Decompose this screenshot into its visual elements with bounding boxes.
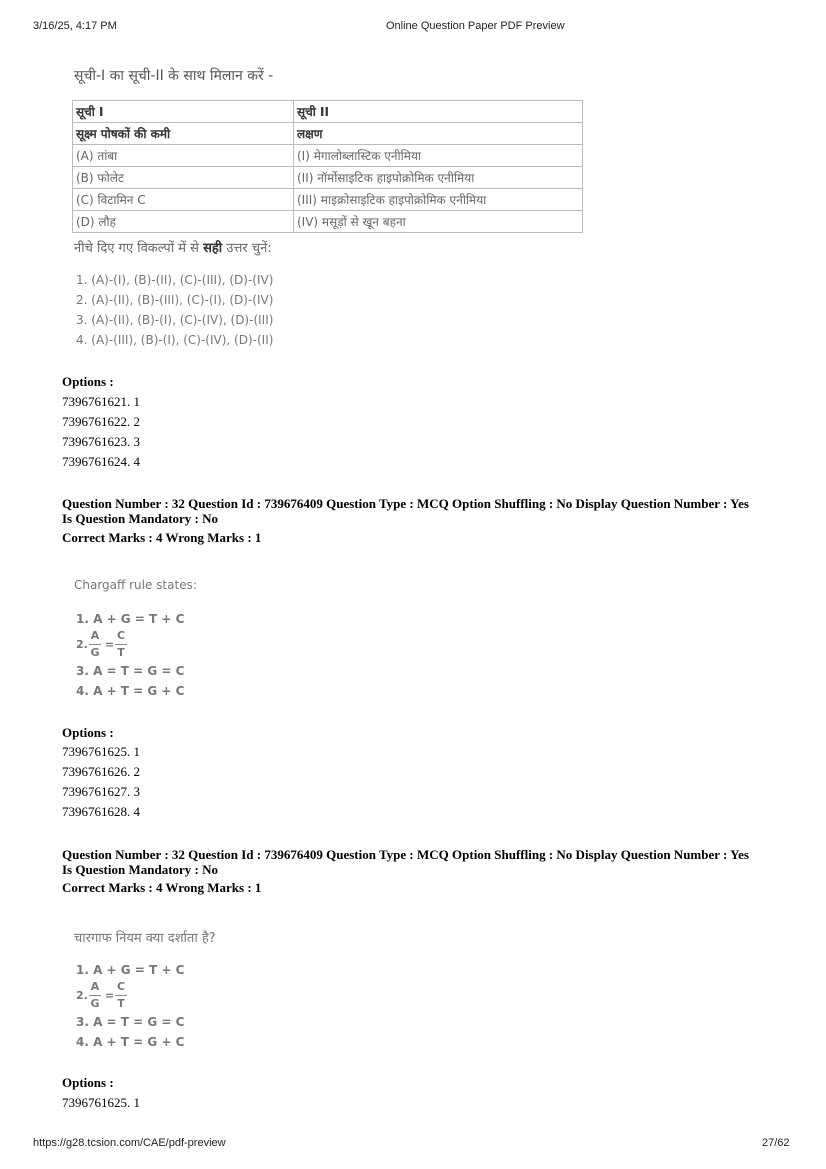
match-instruction: सूची-I का सूची-II के साथ मिलान करें - [74, 68, 274, 84]
choice-item: 1. A + G = T + C [76, 963, 185, 977]
choice-item: 2. A G = C T [76, 629, 126, 659]
choice-item: 3. A = T = G = C [76, 1015, 185, 1029]
table-row [73, 145, 583, 167]
choice-item: 4. A + T = G + C [76, 1035, 185, 1049]
print-datetime: 3/16/25, 4:17 PM [33, 20, 117, 32]
options-label: Options : [62, 725, 114, 740]
question-text: Chargaff rule states: [74, 578, 197, 592]
table-cell: सूक्ष्म पोषकों की कमी [73, 123, 294, 145]
page-url: https://g28.tcsion.com/CAE/pdf-preview [33, 1137, 226, 1149]
table-cell: (I) मेगालोब्लास्टिक एनीमिया [294, 145, 583, 167]
choice-item: 1. (A)-(I), (B)-(II), (C)-(III), (D)-(IV) [76, 273, 274, 287]
choice-item: 3. A = T = G = C [76, 664, 185, 678]
table-row [73, 101, 583, 123]
choice-item: 2. (A)-(II), (B)-(III), (C)-(I), (D)-(IV) [76, 293, 274, 307]
question-meta: Question Number : 32 Question Id : 739676409 Question Type : MCQ Option Shuffling : No Display Question Number : Yes Is Question Mandatory : No [62, 847, 749, 877]
table-row [73, 189, 583, 211]
choice-item: 3. (A)-(II), (B)-(I), (C)-(IV), (D)-(III) [76, 313, 274, 327]
table-cell: (B) फोलेट [73, 167, 294, 189]
table-cell: सूची II [294, 101, 583, 123]
option-id: 7396761622. 2 [62, 414, 140, 429]
options-label: Options : [62, 1075, 114, 1090]
choose-instruction: नीचे दिए गए विकल्पों में से सही उत्तर चुनें: [74, 241, 272, 256]
table-cell: सूची I [73, 101, 294, 123]
table-row [73, 211, 583, 233]
page-number: 27/62 [762, 1137, 790, 1149]
option-id: 7396761628. 4 [62, 804, 140, 819]
choice-item: 1. A + G = T + C [76, 612, 185, 626]
option-id: 7396761627. 3 [62, 784, 140, 799]
option-id: 7396761623. 3 [62, 434, 140, 449]
choice-item: 4. (A)-(III), (B)-(I), (C)-(IV), (D)-(II) [76, 333, 274, 347]
question-meta: Question Number : 32 Question Id : 739676409 Question Type : MCQ Option Shuffling : No Display Question Number : Yes Is Question Mandatory : No [62, 496, 749, 526]
option-id: 7396761621. 1 [62, 394, 140, 409]
question-text: चारगाफ नियम क्या दर्शाता है? [74, 931, 216, 946]
table-cell: (IV) मसूड़ों से खून बहना [294, 211, 583, 233]
marks-info: Correct Marks : 4 Wrong Marks : 1 [62, 880, 262, 895]
option-id: 7396761624. 4 [62, 454, 140, 469]
table-row [73, 123, 583, 145]
table-row [73, 167, 583, 189]
table-cell: (C) विटामिन C [73, 189, 294, 211]
option-id: 7396761626. 2 [62, 764, 140, 779]
option-id: 7396761625. 1 [62, 1095, 140, 1110]
table-cell: (D) लौह [73, 211, 294, 233]
print-title: Online Question Paper PDF Preview [386, 20, 565, 32]
choice-item: 4. A + T = G + C [76, 684, 185, 698]
table-cell: (A) तांबा [73, 145, 294, 167]
table-cell: (II) नॉर्मोसाइटिक हाइपोक्रोमिक एनीमिया [294, 167, 583, 189]
options-label: Options : [62, 374, 114, 389]
table-cell: लक्षण [294, 123, 583, 145]
marks-info: Correct Marks : 4 Wrong Marks : 1 [62, 530, 262, 545]
choice-item: 2. A G = C T [76, 980, 126, 1010]
table-cell: (III) माइक्रोसाइटिक हाइपोक्रोमिक एनीमिया [294, 189, 583, 211]
match-table [72, 100, 583, 233]
option-id: 7396761625. 1 [62, 744, 140, 759]
